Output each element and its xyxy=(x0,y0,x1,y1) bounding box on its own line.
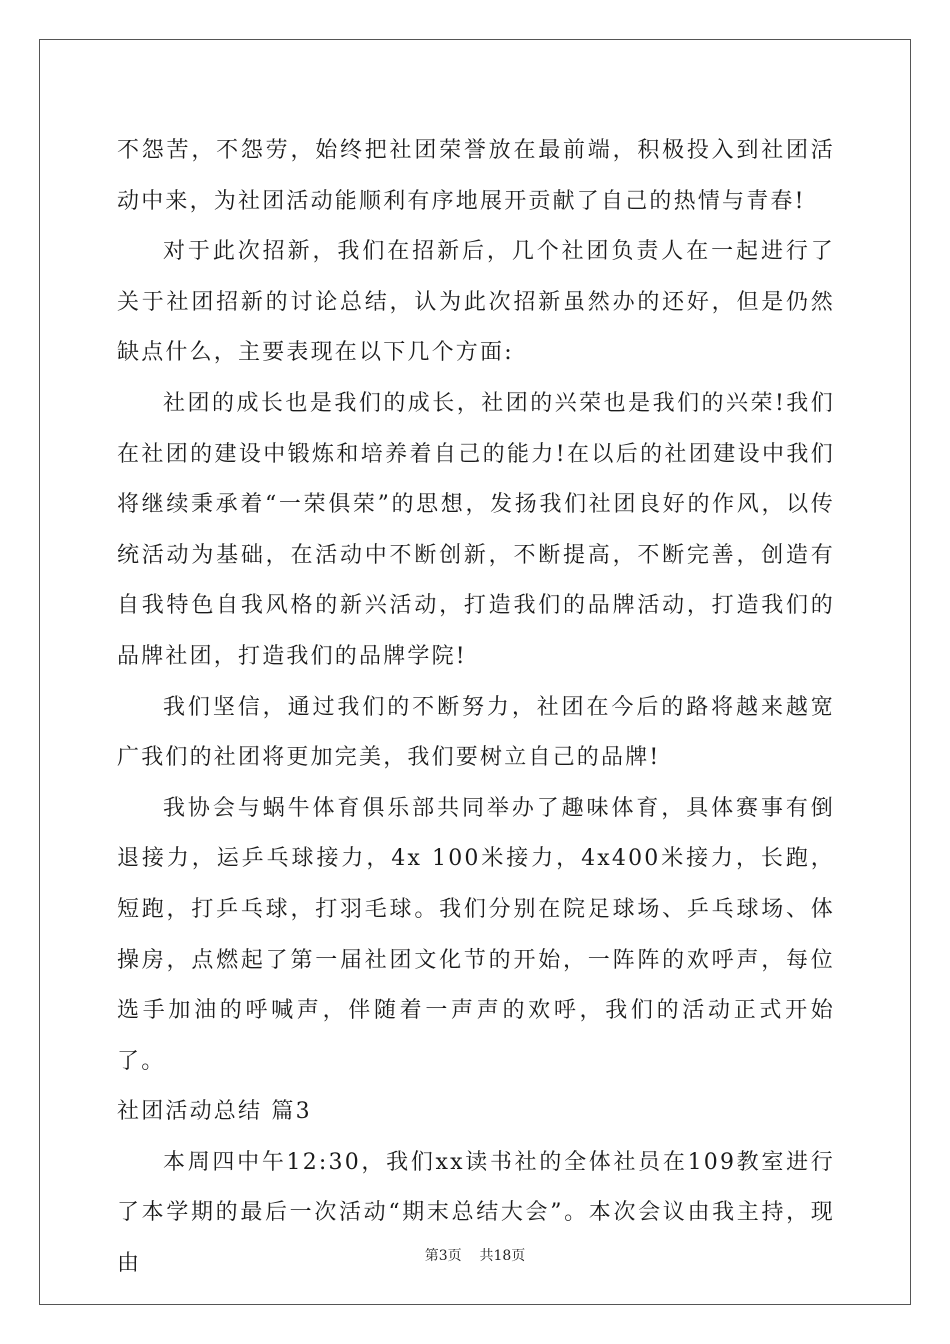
paragraph-1: 不怨苦，不怨劳，始终把社团荣誉放在最前端，积极投入到社团活动中来，为社团活动能顺利有序地展开贡献了自己的热情与青春! xyxy=(117,138,835,214)
paragraph-3: 社团的成长也是我们的成长，社团的兴荣也是我们的兴荣!我们在社团的建设中锻炼和培养着自己的能力!在以后的社团建设中我们将继续秉承着“一荣俱荣”的思想，发扬我们社团良好的作风，以传统活动为基础，在活动中不断创新，不断提高，不断完善，创造有自我特色自我风格的新兴活动，打造我们的品牌活动，打造我们的品牌社团，打造我们的品牌学院! xyxy=(117,390,835,669)
paragraph-6: 本周四中午12:30，我们xx读书社的全体社员在109教室进行了本学期的最后一次活动“期末总结大会”。本次会议由我主持，现由 xyxy=(117,1149,835,1277)
paragraph-2: 对于此次招新，我们在招新后，几个社团负责人在一起进行了关于社团招新的讨论总结，认为此次招新虽然办的还好，但是仍然缺点什么，主要表现在以下几个方面: xyxy=(117,239,835,366)
document-body xyxy=(117,126,835,1290)
paragraph-5: 我协会与蜗牛体育俱乐部共同举办了趣味体育，具体赛事有倒退接力，运乒乓球接力，4x 100米接力，4x400米接力，长跑，短跑，打乒乓球，打羽毛球。我们分别在院足球场、乒乓球场、体操房，点燃起了第一届社团文化节的开始，一阵阵的欢呼声，每位选手加油的呼喊声，伴随着一声声的欢呼，我们的活动正式开始了。 xyxy=(117,795,835,1074)
page-number: 第3页 xyxy=(424,1248,462,1264)
page-footer xyxy=(0,1245,950,1265)
paragraph-4: 我们坚信，通过我们的不断努力，社团在今后的路将越来越宽广我们的社团将更加完美，我们要树立自己的品牌! xyxy=(117,694,835,771)
page-total: 共18页 xyxy=(479,1248,526,1264)
section-heading: 社团活动总结 篇3 xyxy=(117,1099,312,1125)
